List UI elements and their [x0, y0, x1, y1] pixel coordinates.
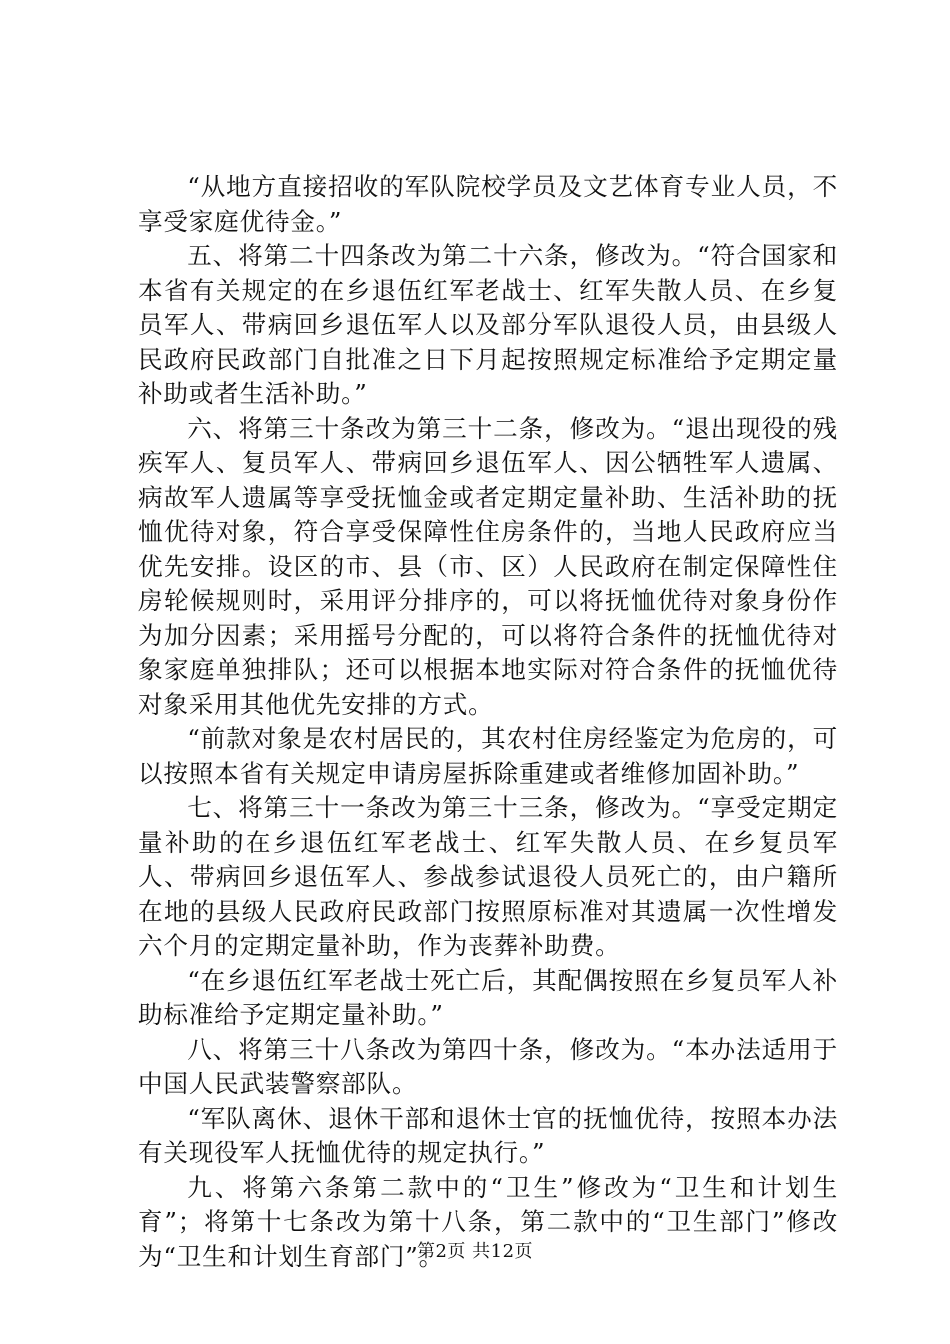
paragraph-1: “从地方直接招收的军队院校学员及文艺体育专业人员，不享受家庭优待金。” — [138, 172, 838, 236]
paragraph-7: 八、将第三十八条改为第四十条，修改为。“本办法适用于中国人民武装警察部队。 — [138, 1034, 838, 1098]
page-footer — [0, 1240, 950, 1264]
paragraph-2: 五、将第二十四条改为第二十六条，修改为。“符合国家和本省有关规定的在乡退伍红军老战士、红军失散人员、在乡复员军人、带病回乡退伍军人以及部分军队退役人员，由县级人民政府民政部门自批准之日下月起按照规定标准给予定期定量补助或者生活补助。” — [138, 241, 838, 408]
document-body — [138, 170, 838, 1274]
paragraph-8: “军队离休、退休干部和退休士官的抚恤优待，按照本办法有关现役军人抚恤优待的规定执行。” — [138, 1103, 838, 1167]
page-number-label: 第2页 共12页 — [416, 1241, 534, 1262]
paragraph-6: “在乡退伍红军老战士死亡后，其配偶按照在乡复员军人补助标准给予定期定量补助。” — [138, 965, 838, 1029]
paragraph-5: 七、将第三十一条改为第三十三条，修改为。“享受定期定量补助的在乡退伍红军老战士、红军失散人员、在乡复员军人、带病回乡退伍军人、参战参试退役人员死亡的，由户籍所在地的县级人民政府民政部门按照原标准对其遗属一次性增发六个月的定期定量补助，作为丧葬补助费。 — [138, 793, 838, 960]
paragraph-3: 六、将第三十条改为第三十二条，修改为。“退出现役的残疾军人、复员军人、带病回乡退伍军人、因公牺牲军人遗属、病故军人遗属等享受抚恤金或者定期定量补助、生活补助的抚恤优待对象，符合享受保障性住房条件的，当地人民政府应当优先安排。设区的市、县（市、区）人民政府在制定保障性住房轮候规则时，采用评分排序的，可以将抚恤优待对象身份作为加分因素；采用摇号分配的，可以将符合条件的抚恤优待对象家庭单独排队；还可以根据本地实际对符合条件的抚恤优待对象采用其他优先安排的方式。 — [138, 413, 838, 719]
paragraph-4: “前款对象是农村居民的，其农村住房经鉴定为危房的，可以按照本省有关规定申请房屋拆除重建或者维修加固补助。” — [138, 724, 838, 788]
paragraph-9: 九、将第六条第二款中的“卫生”修改为“卫生和计划生育”；将第十七条改为第十八条，第二款中的“卫生部门”修改为“卫生和计划生育部门”。 — [138, 1172, 838, 1271]
